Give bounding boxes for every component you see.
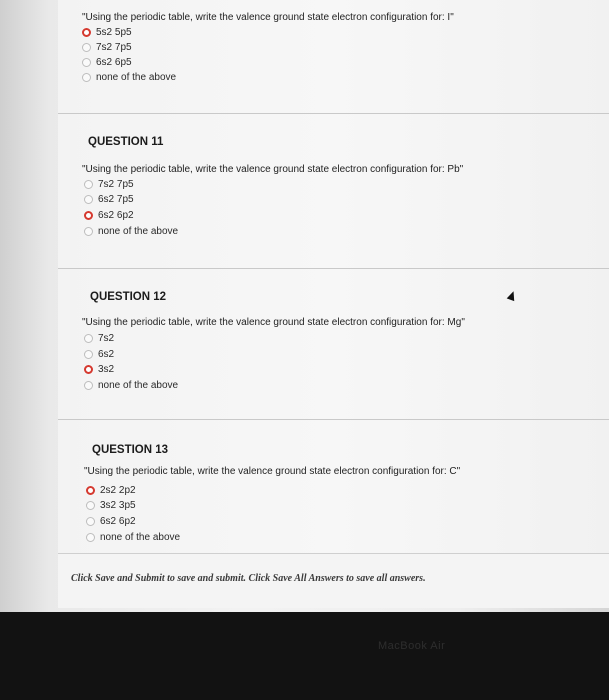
option-label: 7s2 7p5 [96, 41, 132, 53]
radio-selected-icon[interactable] [84, 211, 93, 220]
answer-option[interactable] [86, 498, 136, 512]
radio-icon[interactable] [86, 517, 95, 526]
option-label: 5s2 5p5 [96, 26, 132, 38]
answer-option[interactable] [84, 224, 178, 238]
radio-icon[interactable] [84, 195, 93, 204]
option-label: 3s2 3p5 [100, 499, 136, 511]
radio-icon[interactable] [82, 43, 91, 52]
option-label: 7s2 7p5 [98, 178, 134, 190]
answer-option[interactable] [82, 55, 132, 69]
radio-icon[interactable] [86, 533, 95, 542]
radio-icon[interactable] [84, 350, 93, 359]
radio-icon[interactable] [84, 334, 93, 343]
option-label: 3s2 [98, 363, 115, 375]
option-label: 7s2 [98, 332, 115, 344]
question-block-13 [58, 420, 609, 553]
option-label: 6s2 7p5 [98, 193, 134, 205]
radio-icon[interactable] [84, 381, 93, 390]
option-label: none of the above [98, 225, 179, 237]
question-block-10 [58, 0, 609, 113]
radio-icon[interactable] [86, 501, 95, 510]
radio-icon[interactable] [82, 58, 91, 67]
option-label: none of the above [96, 71, 177, 83]
radio-selected-icon[interactable] [84, 365, 93, 374]
laptop-brand-label: MacBook Air [378, 640, 446, 652]
answer-option[interactable] [86, 514, 136, 528]
question-title: QUESTION 13 [92, 444, 169, 456]
answer-option[interactable] [86, 530, 180, 544]
answer-option[interactable] [84, 192, 134, 206]
question-text: "Using the periodic table, write the valence ground state electron configuration for: Pb" [82, 164, 464, 175]
answer-option[interactable] [84, 347, 114, 361]
question-block-11 [58, 114, 609, 268]
radio-icon[interactable] [84, 227, 93, 236]
answer-option[interactable] [84, 331, 114, 345]
answer-option[interactable] [86, 483, 136, 497]
answer-option[interactable] [84, 362, 114, 376]
question-text: "Using the periodic table, write the valence ground state electron configuration for: Mg" [82, 317, 465, 328]
question-text: "Using the periodic table, write the valence ground state electron configuration for: C" [84, 466, 461, 477]
option-label: none of the above [100, 531, 181, 543]
answer-option[interactable] [84, 208, 134, 222]
option-label: 6s2 6p5 [96, 56, 132, 68]
answer-option[interactable] [82, 70, 176, 84]
question-text: "Using the periodic table, write the valence ground state electron configuration for: I" [82, 12, 454, 23]
option-label: 6s2 6p2 [98, 209, 134, 221]
option-label: 2s2 2p2 [100, 484, 136, 496]
radio-selected-icon[interactable] [86, 486, 95, 495]
radio-selected-icon[interactable] [82, 28, 91, 37]
answer-option[interactable] [84, 378, 178, 392]
option-label: 6s2 [98, 348, 115, 360]
radio-icon[interactable] [82, 73, 91, 82]
laptop-bezel [0, 612, 609, 700]
save-instructions: Click Save and Submit to save and submit. Click Save All Answers to save all answers. [71, 573, 426, 584]
option-label: 6s2 6p2 [100, 515, 136, 527]
answer-option[interactable] [82, 25, 132, 39]
option-label: none of the above [98, 379, 179, 391]
answer-option[interactable] [84, 177, 134, 191]
question-title: QUESTION 12 [90, 291, 167, 303]
answer-option[interactable] [82, 40, 132, 54]
question-block-12 [58, 269, 609, 419]
question-title: QUESTION 11 [88, 136, 164, 148]
radio-icon[interactable] [84, 180, 93, 189]
